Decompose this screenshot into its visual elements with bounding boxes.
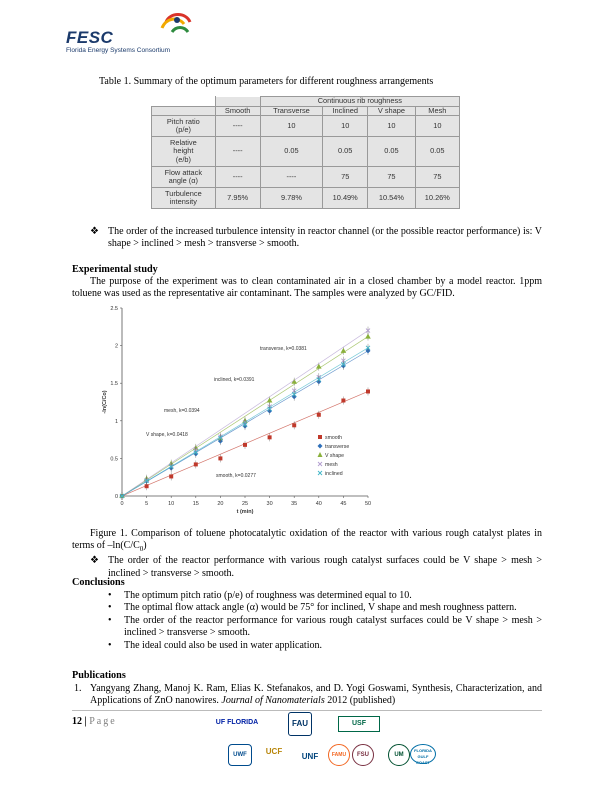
legend-label: transverse <box>325 444 350 450</box>
table-row <box>152 188 460 209</box>
legend-marker-transverse <box>318 444 323 449</box>
list-item: • The optimum pitch ratio (p/e) of roughness was determined equal to 10. <box>108 590 542 602</box>
x-tick-label: 50 <box>364 501 372 507</box>
table-cell: 0.05 <box>260 137 323 167</box>
logo-famu: FAMU <box>328 744 350 766</box>
publication-item: 1. Yangyang Zhang, Manoj K. Ram, Elias K. Stefanakos, and D. Yogi Goswami, Synthesis, Characterization, and Applications of ZnO nanowires. Journal of Nanomaterials 2012 (published) <box>74 683 542 707</box>
x-tick-label: 45 <box>340 501 347 507</box>
data-point-smooth <box>169 474 173 478</box>
parameters-table <box>151 96 460 209</box>
data-point-smooth <box>243 443 247 447</box>
group-header: Continuous rib roughness <box>260 97 459 107</box>
data-point-smooth <box>317 413 321 417</box>
data-point-smooth <box>218 456 222 460</box>
x-axis-label: t (min) <box>236 509 254 515</box>
x-tick-label: 0 <box>120 501 124 507</box>
turbulence-bullet <box>90 226 542 251</box>
page-number: 12 | Page <box>72 716 117 727</box>
legend-label: smooth <box>325 435 343 441</box>
legend-marker-V-shape <box>318 452 323 457</box>
x-tick-label: 40 <box>315 501 322 507</box>
y-tick-label: 1.5 <box>110 381 118 388</box>
experimental-heading: Experimental study <box>72 264 158 275</box>
x-tick-label: 10 <box>168 501 175 507</box>
y-tick-label: 0 <box>114 494 118 500</box>
col-header: Mesh <box>415 106 459 116</box>
table-cell: ---- <box>215 116 260 137</box>
experimental-text: The purpose of the experiment was to clean contaminated air in a closed chamber by a model reactor. 1ppm toluene was used as the representative air contaminant. The samples were analyzed by GC/FID. <box>72 276 542 300</box>
data-point-smooth <box>268 435 272 439</box>
y-tick-label: 2 <box>114 343 118 350</box>
col-header: Transverse <box>260 106 323 116</box>
fesc-logo-text: FESC <box>66 28 114 47</box>
table-cell: 10 <box>323 116 368 137</box>
legend-marker-smooth <box>318 435 322 439</box>
conclusions-list <box>108 590 542 652</box>
table-cell: 0.05 <box>323 137 368 167</box>
table-group-header-row <box>152 97 460 107</box>
x-tick-label: 30 <box>266 501 273 507</box>
x-tick-label: 35 <box>291 501 298 507</box>
legend-marker-inclined <box>318 471 322 475</box>
table-cell: 10 <box>368 116 416 137</box>
table-cell: ---- <box>215 167 260 188</box>
table-row <box>152 116 460 137</box>
row-label: Turbulence intensity <box>152 188 216 209</box>
y-tick-label: 1 <box>114 418 118 425</box>
logo-uwf: UWF <box>228 744 252 766</box>
table-cell: 7.95% <box>215 188 260 209</box>
table-cell: 75 <box>415 167 459 188</box>
table-cell: 9.78% <box>260 188 323 209</box>
row-label: Relative height (e/b) <box>152 137 216 167</box>
footer-divider <box>72 710 542 711</box>
table-cell: 10 <box>415 116 459 137</box>
k-annotation-inclined: inclined, k=0.0391 <box>214 377 255 383</box>
data-point-V-shape <box>316 364 322 369</box>
data-point-smooth <box>366 389 370 393</box>
figure-caption: Figure 1. Comparison of toluene photocatalytic oxidation of the reactor with various rough catalyst plates in terms of $-\ln(C/C_0)$ ❖ The order of the reactor performance with various rough catalyst surfaces could be V shape > mesh > inclined > transverse > smooth. <box>72 528 542 579</box>
logo-fsu: FSU <box>352 744 374 766</box>
logo-fgcu: FLORIDA GULF COAST <box>410 744 436 764</box>
legend-label: inclined <box>325 471 343 477</box>
diamond-bullet-icon: ❖ <box>90 555 99 567</box>
k-annotation-V-shape: V shape, k=0.0418 <box>146 432 188 438</box>
x-tick-label: 5 <box>145 501 149 507</box>
conclusions-heading: Conclusions <box>72 577 125 588</box>
data-point-smooth <box>341 398 345 402</box>
table-row <box>152 137 460 167</box>
y-tick-label: 0.5 <box>110 456 118 463</box>
figure-bullet-text: The order of the reactor performance with various rough catalyst surfaces could be V shape > mesh > inclined > transverse > smooth. <box>108 555 542 579</box>
col-header: V shape <box>368 106 416 116</box>
k-annotation-mesh: mesh, k=0.0394 <box>164 408 200 414</box>
table-cell: 10.26% <box>415 188 459 209</box>
y-axis-label: -ln(C/Co) <box>102 390 108 414</box>
table-cell: 75 <box>368 167 416 188</box>
fesc-logo-subtitle: Florida Energy Systems Consortium <box>66 47 171 54</box>
legend-marker-mesh <box>318 462 322 466</box>
logo-fau: FAU <box>288 712 312 736</box>
table-header-row <box>152 106 460 116</box>
legend-label: mesh <box>325 462 338 468</box>
logo-ucf: UCF <box>265 747 283 756</box>
diamond-bullet-icon: ❖ <box>90 226 99 237</box>
table-caption: Table 1. Summary of the optimum parameters for different roughness arrangements <box>99 76 434 87</box>
list-item: • The ideal could also be used in water application. <box>108 640 542 652</box>
data-point-smooth <box>292 423 296 427</box>
table-cell: ---- <box>215 137 260 167</box>
logo-unf: UNF <box>301 752 319 761</box>
col-header: Smooth <box>215 106 260 116</box>
y-tick-label: 2.5 <box>110 306 118 312</box>
logo-usf: USF <box>338 716 380 732</box>
logo-uf: UF FLORIDA <box>215 719 259 726</box>
table-row <box>152 167 460 188</box>
k-annotation-transverse: transverse, k=0.0381 <box>260 346 307 352</box>
row-label: Pitch ratio (p/e) <box>152 116 216 137</box>
table-cell: 0.05 <box>415 137 459 167</box>
table-cell: 10.54% <box>368 188 416 209</box>
x-tick-label: 25 <box>241 501 249 507</box>
x-tick-label: 20 <box>217 501 224 507</box>
table-cell: ---- <box>260 167 323 188</box>
x-tick-label: 15 <box>192 501 199 507</box>
data-point-smooth <box>194 462 198 466</box>
table-cell: 75 <box>323 167 368 188</box>
legend-label: V shape <box>325 453 345 459</box>
list-item: • The order of the reactor performance for various rough catalyst surfaces could be V shape > mesh > inclined > transverse > smooth. <box>108 615 542 640</box>
logo-um: UM <box>388 744 410 766</box>
publications-heading: Publications <box>72 670 126 681</box>
toluene-oxidation-chart <box>100 304 390 516</box>
k-annotation-smooth: smooth, k=0.0277 <box>216 473 256 479</box>
table-cell: 0.05 <box>368 137 416 167</box>
row-label: Flow attack angle (α) <box>152 167 216 188</box>
table-cell: 10 <box>260 116 323 137</box>
turbulence-text: The order of the increased turbulence intensity in reactor channel (or the possible reactor performance) is: V shape > inclined > mesh > transverse > smooth. <box>108 226 542 250</box>
col-header: Inclined <box>323 106 368 116</box>
table-cell: 10.49% <box>323 188 368 209</box>
list-item: • The optimal flow attack angle (α) would be 75° for inclined, V shape and mesh roughness pattern. <box>108 602 542 614</box>
